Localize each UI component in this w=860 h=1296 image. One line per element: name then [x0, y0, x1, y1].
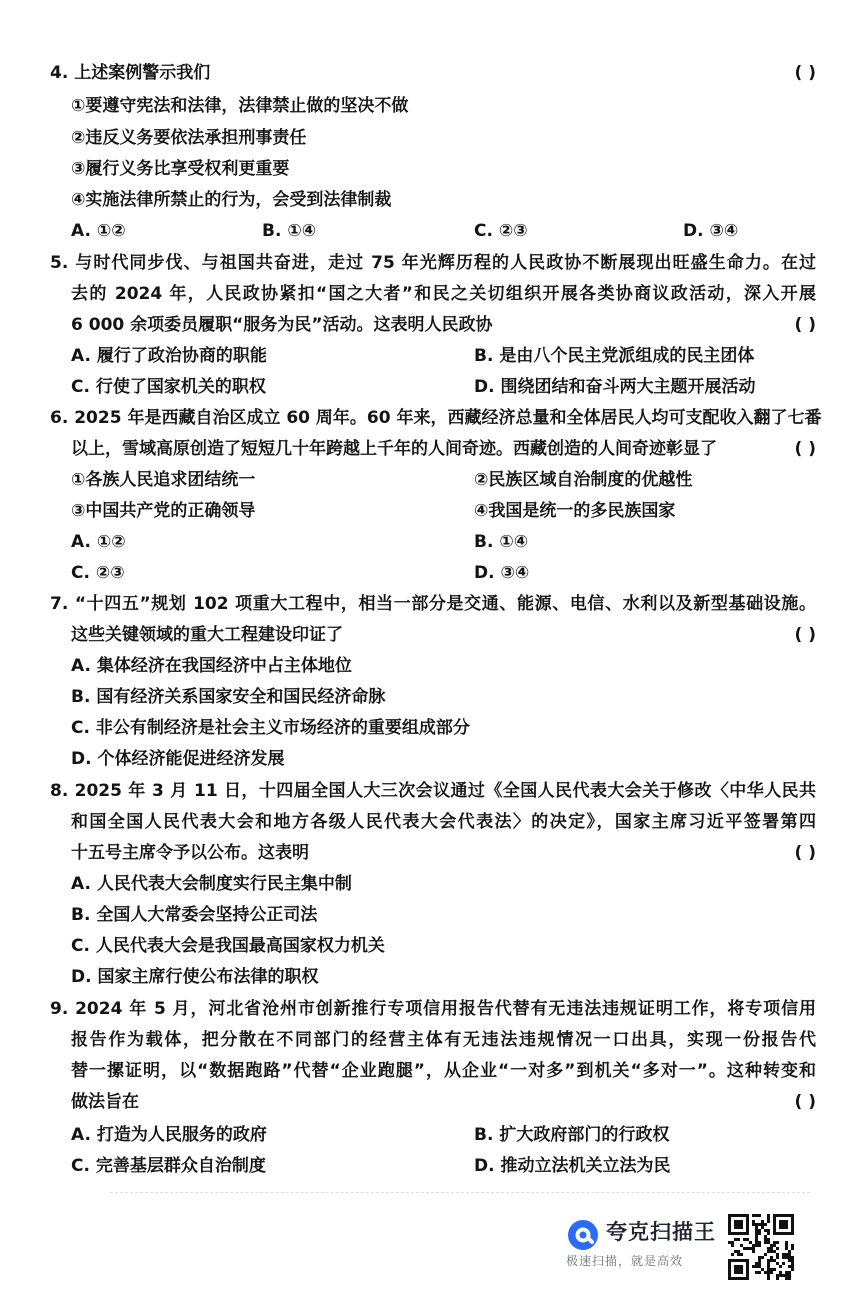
q4-option-b: B. ①④: [262, 221, 317, 241]
q9-line-2: 报告作为载体，把分散在不同部门的经营主体有无违法违规情况一口出具，实现一份报告代: [71, 1030, 816, 1050]
q8-option-c: C. 人民代表大会是我国最高国家权力机关: [71, 936, 385, 956]
scanner-watermark: [566, 1212, 726, 1276]
q4-option-d: D. ③④: [683, 221, 739, 241]
qr-code-icon: [728, 1214, 794, 1280]
q8-option-d: D. 国家主席行使公布法律的职权: [71, 967, 319, 987]
q8-option-b: B. 全国人大常委会坚持公正司法: [71, 905, 318, 925]
q9-line-4: 做法旨在 ( ): [71, 1087, 816, 1118]
q5-line-1: 5. 与时代同步伐、与祖国共奋进，走过 75 年光辉历程的人民政协不断展现出旺盛生命力。在过: [50, 253, 816, 273]
q8-line-1: 8. 2025 年 3 月 11 日，十四届全国人大三次会议通过《全国人民代表大会关于修改〈中华人民共: [50, 781, 816, 801]
q5-option-d: D. 围绕团结和奋斗两大主题开展活动: [474, 377, 756, 397]
q6-item-1: ①各族人民追求团结统一: [71, 470, 256, 490]
q4-item-4: ④实施法律所禁止的行为，会受到法律制裁: [71, 190, 392, 210]
q7-line-2: 这些关键领域的重大工程建设印证了 ( ): [71, 620, 816, 651]
q9-answer-paren: ( ): [794, 1092, 816, 1112]
q6-option-b: B. ①④: [474, 532, 529, 552]
q6-item-4: ④我国是统一的多民族国家: [474, 501, 676, 521]
q9-line-3: 替一摞证明，以“数据跑路”代替“企业跑腿”，从企业“一对多”到机关“多对一”。这种转变和: [71, 1061, 816, 1081]
q6-answer-paren: ( ): [794, 439, 816, 459]
q7-option-c: C. 非公有制经济是社会主义市场经济的重要组成部分: [71, 718, 470, 738]
q6-option-d: D. ③④: [474, 563, 530, 583]
q4-answer-paren: ( ): [794, 63, 816, 83]
q9-option-a: A. 打造为人民服务的政府: [71, 1125, 267, 1145]
page-footer-divider: [110, 1192, 810, 1203]
scanner-app-name: 夸克扫描王: [606, 1220, 716, 1244]
q5-line-3: 6 000 余项委员履职“服务为民”活动。这表明人民政协 ( ): [71, 310, 816, 341]
q6-line-2: 以上，雪域高原创造了短短几十年跨越上千年的人间奇迹。西藏创造的人间奇迹彰显了 ( ): [71, 434, 816, 465]
quark-logo-icon: [566, 1218, 600, 1252]
q5-option-b: B. 是由八个民主党派组成的民主团体: [474, 346, 755, 366]
q6-item-3: ③中国共产党的正确领导: [71, 501, 256, 521]
q4-item-3: ③履行义务比享受权利更重要: [71, 159, 290, 179]
q4-item-1: ①要遵守宪法和法律，法律禁止做的坚决不做: [71, 96, 409, 116]
q6-line-1: 6. 2025 年是西藏自治区成立 60 周年。60 年来，西藏经济总量和全体居民人均可支配收入翻了七番: [50, 408, 822, 428]
q9-option-b: B. 扩大政府部门的行政权: [474, 1125, 670, 1145]
q4-option-c: C. ②③: [474, 221, 528, 241]
q5-option-a: A. 履行了政治协商的职能: [71, 346, 267, 366]
q7-option-d: D. 个体经济能促进经济发展: [71, 749, 285, 769]
q7-answer-paren: ( ): [794, 625, 816, 645]
q8-line-2: 和国全国人民代表大会和地方各级人民代表大会代表法〉的决定》，国家主席习近平签署第四: [71, 812, 816, 832]
q8-answer-paren: ( ): [794, 843, 816, 863]
q5-line-2: 去的 2024 年，人民政协紧扣“国之大者”和民之关切组织开展各类协商议政活动，深入开展: [71, 284, 816, 304]
q6-option-a: A. ①②: [71, 532, 126, 552]
q9-option-c: C. 完善基层群众自治制度: [71, 1156, 266, 1176]
q7-option-b: B. 国有经济关系国家安全和国民经济命脉: [71, 687, 386, 707]
q9-option-d: D. 推动立法机关立法为民: [474, 1156, 671, 1176]
q4-stem: 4. 上述案例警示我们 ( ): [50, 58, 816, 89]
q7-line-1: 7. “十四五”规划 102 项重大工程中，相当一部分是交通、能源、电信、水利以及新型基础设施。: [50, 594, 816, 614]
q7-option-a: A. 集体经济在我国经济中占主体地位: [71, 656, 352, 676]
q6-item-2: ②民族区域自治制度的优越性: [474, 470, 693, 490]
q5-answer-paren: ( ): [794, 315, 816, 335]
q9-line-1: 9. 2024 年 5 月，河北省沧州市创新推行专项信用报告代替有无违法违规证明工作，将专项信用: [50, 999, 816, 1019]
q4-option-a: A. ①②: [71, 221, 126, 241]
scanner-slogan: 极速扫描，就是高效: [566, 1254, 684, 1268]
q8-line-3: 十五号主席令予以公布。这表明 ( ): [71, 838, 816, 869]
q6-option-c: C. ②③: [71, 563, 125, 583]
q8-option-a: A. 人民代表大会制度实行民主集中制: [71, 874, 352, 894]
q5-option-c: C. 行使了国家机关的职权: [71, 377, 266, 397]
q4-item-2: ②违反义务要依法承担刑事责任: [71, 128, 307, 148]
